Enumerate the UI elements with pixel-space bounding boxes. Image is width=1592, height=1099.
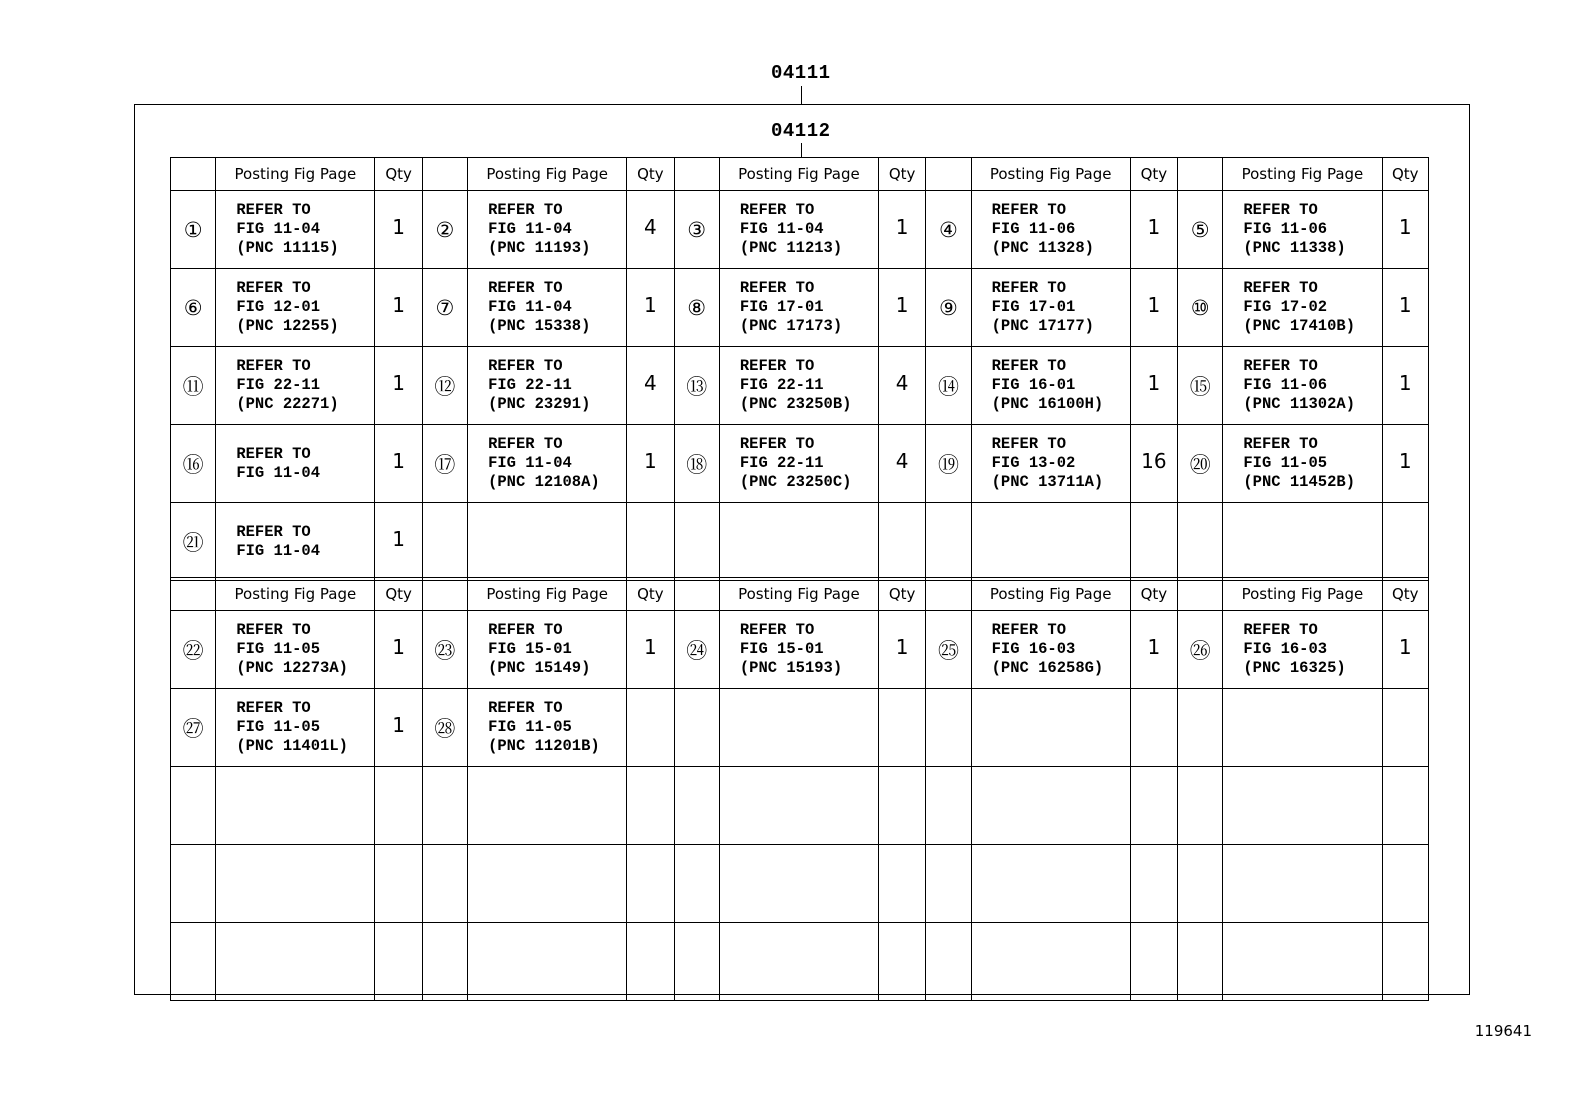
posting-fig-reference [719,767,878,845]
header-qty: Qty [375,158,422,191]
posting-fig-reference [1223,503,1382,581]
table-row [171,845,1429,923]
item-number: ③ [674,191,719,269]
posting-fig-reference: REFER TO FIG 17-01 (PNC 17173) [719,269,878,347]
posting-fig-reference [468,503,627,581]
quantity [627,689,674,767]
header-num-cell [674,158,719,191]
label-04112: 04112 [771,120,831,142]
item-number: ⑩ [1178,269,1223,347]
item-number [1178,689,1223,767]
header-qty: Qty [627,578,674,611]
posting-fig-reference [971,845,1130,923]
posting-fig-reference: REFER TO FIG 12-01 (PNC 12255) [216,269,375,347]
posting-fig-reference: REFER TO FIG 11-04 (PNC 11115) [216,191,375,269]
quantity: 4 [878,425,925,503]
posting-fig-reference: REFER TO FIG 15-01 (PNC 15193) [719,611,878,689]
quantity: 1 [1382,269,1429,347]
header-num-cell [1178,578,1223,611]
item-number: ⑤ [1178,191,1223,269]
header-qty: Qty [878,578,925,611]
item-number: ⑮ [1178,347,1223,425]
item-number: ⑰ [422,425,467,503]
item-number [422,923,467,1001]
header-num-cell [422,158,467,191]
item-number: ㉖ [1178,611,1223,689]
quantity [1130,503,1177,581]
table-row [171,425,1429,503]
quantity [1382,767,1429,845]
quantity [878,767,925,845]
header-num-cell [674,578,719,611]
item-number: ⑳ [1178,425,1223,503]
posting-fig-reference [719,503,878,581]
header-posting-fig-page: Posting Fig Page [468,158,627,191]
item-number [171,845,216,923]
quantity: 1 [375,503,422,581]
header-num-cell [1178,158,1223,191]
quantity [1130,845,1177,923]
quantity [878,503,925,581]
table-header-row [171,158,1429,191]
table-row [171,611,1429,689]
posting-fig-reference [468,845,627,923]
posting-fig-reference: REFER TO FIG 22-11 (PNC 23291) [468,347,627,425]
item-number [422,767,467,845]
header-qty: Qty [375,578,422,611]
posting-fig-reference [1223,923,1382,1001]
header-qty: Qty [1382,158,1429,191]
header-qty: Qty [627,158,674,191]
posting-fig-reference [971,923,1130,1001]
posting-fig-reference [468,923,627,1001]
item-number [1178,503,1223,581]
posting-fig-reference: REFER TO FIG 16-03 (PNC 16258G) [971,611,1130,689]
item-number: ⑪ [171,347,216,425]
posting-fig-reference: REFER TO FIG 11-04 [216,503,375,581]
label-04111: 04111 [771,62,831,84]
posting-fig-reference: REFER TO FIG 11-04 (PNC 11193) [468,191,627,269]
item-number [674,923,719,1001]
quantity: 1 [375,269,422,347]
header-num-cell [926,578,971,611]
item-number [171,767,216,845]
item-number: ㉑ [171,503,216,581]
quantity [627,767,674,845]
quantity [878,923,925,1001]
item-number: ⑨ [926,269,971,347]
header-qty: Qty [1130,158,1177,191]
item-number [674,503,719,581]
item-number: ① [171,191,216,269]
header-qty: Qty [878,158,925,191]
posting-fig-reference: REFER TO FIG 11-05 (PNC 11201B) [468,689,627,767]
item-number: ㉕ [926,611,971,689]
posting-fig-reference: REFER TO FIG 17-01 (PNC 17177) [971,269,1130,347]
header-qty: Qty [1382,578,1429,611]
item-number [926,845,971,923]
posting-fig-reference [216,923,375,1001]
item-number: ⑬ [674,347,719,425]
item-number: ㉘ [422,689,467,767]
quantity: 1 [878,191,925,269]
table-row [171,269,1429,347]
item-number: ② [422,191,467,269]
posting-fig-reference [971,689,1130,767]
header-posting-fig-page: Posting Fig Page [971,158,1130,191]
quantity: 4 [627,347,674,425]
quantity [1130,767,1177,845]
header-posting-fig-page: Posting Fig Page [1223,158,1382,191]
posting-fig-reference [1223,767,1382,845]
item-number [171,923,216,1001]
item-number: ⑯ [171,425,216,503]
item-number: ⑲ [926,425,971,503]
header-posting-fig-page: Posting Fig Page [719,578,878,611]
item-number [674,689,719,767]
quantity: 1 [1130,611,1177,689]
posting-fig-reference: REFER TO FIG 17-02 (PNC 17410B) [1223,269,1382,347]
quantity: 1 [627,425,674,503]
header-posting-fig-page: Posting Fig Page [719,158,878,191]
item-number: ⑥ [171,269,216,347]
item-number: ㉒ [171,611,216,689]
posting-fig-reference: REFER TO FIG 11-06 (PNC 11328) [971,191,1130,269]
posting-fig-reference [216,767,375,845]
posting-fig-reference [1223,845,1382,923]
leader-line-04112 [801,143,802,157]
table-row [171,347,1429,425]
item-number [422,503,467,581]
quantity: 4 [878,347,925,425]
quantity: 1 [878,269,925,347]
posting-fig-reference: REFER TO FIG 11-06 (PNC 11338) [1223,191,1382,269]
quantity [1130,923,1177,1001]
header-num-cell [926,158,971,191]
quantity [375,767,422,845]
item-number: ⑫ [422,347,467,425]
quantity [878,689,925,767]
quantity: 1 [1130,347,1177,425]
posting-fig-reference: REFER TO FIG 11-05 (PNC 12273A) [216,611,375,689]
quantity: 1 [1130,191,1177,269]
posting-fig-reference [216,845,375,923]
table-row [171,689,1429,767]
quantity: 1 [375,689,422,767]
item-number [1178,845,1223,923]
item-number [926,923,971,1001]
posting-fig-reference [468,767,627,845]
quantity: 1 [375,611,422,689]
item-number: ⑧ [674,269,719,347]
quantity [627,845,674,923]
posting-fig-reference: REFER TO FIG 16-03 (PNC 16325) [1223,611,1382,689]
quantity [1130,689,1177,767]
parts-table-top [170,157,1429,581]
quantity: 4 [627,191,674,269]
header-qty: Qty [1130,578,1177,611]
item-number [1178,923,1223,1001]
quantity: 1 [1382,425,1429,503]
posting-fig-reference: REFER TO FIG 11-04 (PNC 12108A) [468,425,627,503]
item-number [674,767,719,845]
posting-fig-reference: REFER TO FIG 11-05 (PNC 11401L) [216,689,375,767]
posting-fig-reference: REFER TO FIG 22-11 (PNC 22271) [216,347,375,425]
table-row [171,191,1429,269]
item-number: ④ [926,191,971,269]
item-number [674,845,719,923]
quantity [1382,689,1429,767]
quantity [878,845,925,923]
posting-fig-reference: REFER TO FIG 22-11 (PNC 23250B) [719,347,878,425]
parts-table-bottom [170,577,1429,1001]
posting-fig-reference: REFER TO FIG 11-06 (PNC 11302A) [1223,347,1382,425]
quantity: 1 [375,347,422,425]
quantity [375,923,422,1001]
item-number: ⑱ [674,425,719,503]
header-posting-fig-page: Posting Fig Page [971,578,1130,611]
header-num-cell [171,158,216,191]
item-number [926,503,971,581]
quantity [375,845,422,923]
item-number [1178,767,1223,845]
posting-fig-reference [971,767,1130,845]
item-number: ㉗ [171,689,216,767]
quantity [1382,845,1429,923]
quantity: 1 [1382,347,1429,425]
header-posting-fig-page: Posting Fig Page [216,158,375,191]
posting-fig-reference: REFER TO FIG 11-04 (PNC 11213) [719,191,878,269]
item-number: ㉔ [674,611,719,689]
drawing-number: 119641 [1474,1022,1532,1040]
header-posting-fig-page: Posting Fig Page [1223,578,1382,611]
posting-fig-reference: REFER TO FIG 11-04 [216,425,375,503]
item-number [926,767,971,845]
posting-fig-reference: REFER TO FIG 11-04 (PNC 15338) [468,269,627,347]
posting-fig-reference [719,923,878,1001]
posting-fig-reference [971,503,1130,581]
posting-fig-reference: REFER TO FIG 11-05 (PNC 11452B) [1223,425,1382,503]
header-num-cell [422,578,467,611]
quantity [627,923,674,1001]
item-number [926,689,971,767]
posting-fig-reference: REFER TO FIG 15-01 (PNC 15149) [468,611,627,689]
quantity [627,503,674,581]
header-posting-fig-page: Posting Fig Page [468,578,627,611]
quantity: 1 [1382,611,1429,689]
quantity: 1 [1382,191,1429,269]
posting-fig-reference: REFER TO FIG 16-01 (PNC 16100H) [971,347,1130,425]
table-row [171,503,1429,581]
item-number: ⑦ [422,269,467,347]
posting-fig-reference [1223,689,1382,767]
quantity: 1 [375,191,422,269]
header-posting-fig-page: Posting Fig Page [216,578,375,611]
item-number: ⑭ [926,347,971,425]
quantity: 1 [878,611,925,689]
posting-fig-reference [719,689,878,767]
posting-fig-reference: REFER TO FIG 13-02 (PNC 13711A) [971,425,1130,503]
item-number: ㉓ [422,611,467,689]
posting-fig-reference: REFER TO FIG 22-11 (PNC 23250C) [719,425,878,503]
leader-line-04111 [801,86,802,104]
quantity: 1 [375,425,422,503]
table-row [171,767,1429,845]
posting-fig-reference [719,845,878,923]
table-row [171,923,1429,1001]
quantity: 1 [627,611,674,689]
table-header-row [171,578,1429,611]
quantity: 16 [1130,425,1177,503]
quantity [1382,503,1429,581]
quantity [1382,923,1429,1001]
header-num-cell [171,578,216,611]
quantity: 1 [1130,269,1177,347]
quantity: 1 [627,269,674,347]
item-number [422,845,467,923]
